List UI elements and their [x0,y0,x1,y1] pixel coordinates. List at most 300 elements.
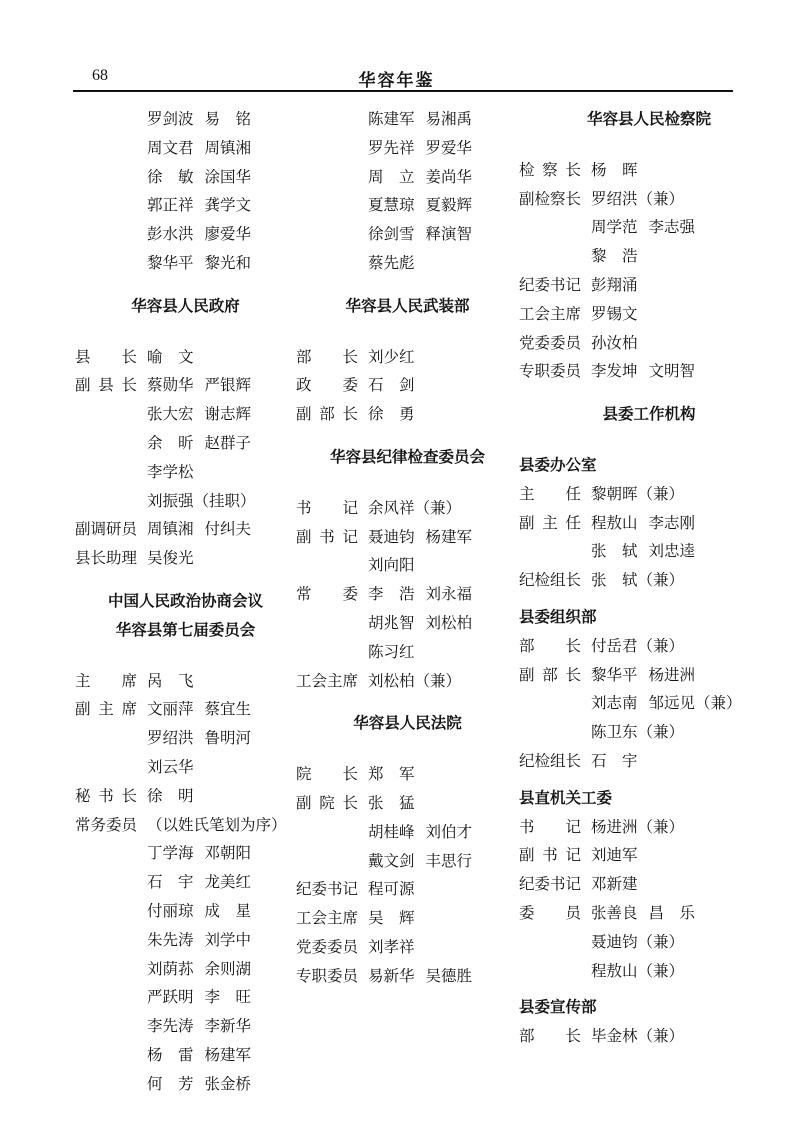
role-label [519,214,581,243]
sub-heading: 县委宣传部 [519,999,597,1017]
names-group [368,250,519,279]
names-group [591,567,779,596]
person-name: 易湘禹 [425,111,473,128]
person-name: 朱先涛 [147,931,194,949]
section-heading-line: 华容县人民政府 [131,297,240,315]
person-name: 刘荫荪 [147,960,194,978]
role-label: 常务委员 [75,816,138,834]
person-name: 邓新建 [591,876,638,894]
names-group [591,1023,779,1052]
person-name: 张 猛 [368,794,415,812]
names-group [591,929,779,958]
names-group [591,510,779,539]
role-label: 检察长 [519,161,581,179]
person-name: 石 剑 [368,377,415,395]
person-name: 陈习红 [368,643,415,661]
entry-row [519,538,779,567]
role-label: 副检察长 [519,190,582,208]
entry-row [519,719,779,748]
role-label [519,719,581,748]
role-label [75,898,137,927]
entry-row [75,754,296,783]
role-label [296,639,358,668]
role-label [75,192,137,221]
person-name: 杨建军 [425,528,473,546]
entry-row [75,221,296,250]
names-group [147,1042,296,1071]
person-name: 张金桥 [204,1075,252,1093]
person-name: 易 铭 [204,111,252,128]
role-label [75,135,137,164]
entry-row [519,214,779,243]
person-name: （以姓氏笔划为序） [147,816,287,834]
names-group [591,243,779,272]
entry-row [296,106,519,135]
document-title: 华容年鉴 [358,71,435,90]
person-name: 黎光和 [204,254,252,272]
section-heading [75,293,296,322]
names-group [147,430,296,459]
names-group [368,401,519,430]
entry-row [296,581,519,610]
entry-row [296,401,519,430]
entry-row [296,344,519,373]
person-name: 聂迪钧（兼） [591,933,685,951]
entry-row [519,272,779,301]
person-name: 喻 文 [147,348,194,366]
entry-row [75,927,296,956]
section-heading-line: 华容县第七届委员会 [115,621,256,639]
names-group [147,1071,296,1100]
role-label [75,956,137,985]
names-group [147,164,296,193]
entry-row [75,1071,296,1100]
role-label [519,690,581,719]
names-group [591,214,779,243]
role-label [75,840,137,869]
person-name: 付岳君（兼） [591,637,685,655]
person-name: 彭水洪 [147,226,194,244]
role-label: 副主任 [519,514,581,532]
names-group [591,633,779,662]
role-label [519,243,581,272]
entry-row [296,164,519,193]
section-heading [519,401,779,430]
person-name: 刘振强（挂职） [147,492,256,510]
entry-row [519,481,779,510]
person-name: 李发坤 [591,363,638,381]
person-name: 张 轼 [591,543,638,561]
person-name: 蔡勋华 [147,377,194,395]
entry-row [296,610,519,639]
person-name: 邓朝阳 [204,845,252,863]
entry-row [296,250,519,279]
person-name: 程敖山（兼） [591,962,685,980]
person-name: 谢志辉 [204,406,252,424]
entry-row [75,106,296,135]
role-label: 副院长 [296,794,358,812]
entry-row [519,814,779,843]
person-name: 李 旺 [204,989,252,1007]
names-group [368,761,519,790]
person-name: 丁学海 [147,845,194,863]
person-name: 周 立 [368,168,415,186]
person-name: 文明智 [648,363,696,381]
role-label [75,984,137,1013]
entry-row [75,401,296,430]
person-name: 黎华平 [147,254,194,272]
entry-row [519,958,779,987]
entry-row [75,783,296,812]
person-name: 张善良 [591,904,638,922]
entry-row [519,633,779,662]
entry-row [519,567,779,596]
names-group [368,963,519,992]
person-name: 徐 明 [147,787,194,805]
entry-row [296,790,519,819]
role-label: 副书记 [519,847,581,865]
person-name: 余 昕 [147,434,194,452]
entry-row [75,164,296,193]
role-label [296,192,358,221]
entry-row [519,301,779,330]
person-name: 成 星 [204,902,252,920]
entry-row [296,221,519,250]
person-name: 程敖山 [591,514,638,532]
person-name: 刘永福 [425,586,473,604]
entry-row [296,848,519,877]
names-group [591,301,779,330]
names-group [368,581,519,610]
names-group [368,221,519,250]
person-name: 李志刚 [648,514,696,532]
names-group [147,869,296,898]
names-group [591,662,779,691]
section-heading [296,444,519,473]
entry-row [296,934,519,963]
role-label [75,221,137,250]
entry-row [519,186,779,215]
person-name: 昌 乐 [648,904,696,922]
role-label: 专职委员 [296,967,359,985]
names-group [368,905,519,934]
names-group [591,272,779,301]
role-label: 纪委书记 [519,876,582,894]
entry-row [519,157,779,186]
role-label: 纪委书记 [296,881,359,899]
page-number: 68 [92,67,108,84]
names-group [591,748,779,777]
person-name: 刘学中 [204,931,252,949]
section-heading-line: 华容县人民法院 [353,715,462,733]
person-name: 易新华 [368,967,415,985]
entry-row [75,840,296,869]
person-name: 付丽琼 [147,902,194,920]
role-label [75,1013,137,1042]
person-name: 张 轼（兼） [591,572,685,590]
role-label: 书记 [519,818,581,836]
role-label [296,848,358,877]
person-name: 李学松 [147,463,194,481]
names-group [147,135,296,164]
role-label: 工会主席 [519,305,582,323]
role-label [519,538,581,567]
entry-row [519,929,779,958]
names-group [147,372,296,401]
person-name: 涂国华 [204,168,252,186]
role-label [296,250,358,279]
entry-row [296,963,519,992]
entry-row [519,690,779,719]
names-group [368,876,519,905]
person-name: 刘志南 [591,695,638,713]
person-name: 李 浩 [368,586,415,604]
person-name: 石 宇 [591,752,638,770]
names-group [368,934,519,963]
section-heading [296,710,519,739]
names-group [368,164,519,193]
names-group [368,639,519,668]
entry-row [519,510,779,539]
person-name: 罗绍洪 [147,730,194,748]
person-name: 李先涛 [147,1018,194,1036]
person-name: 戴文剑 [368,852,415,870]
person-name: 彭翔涌 [591,276,638,294]
role-label [75,927,137,956]
section-heading-line: 华容县纪律检查委员会 [329,448,485,466]
names-group [591,842,779,871]
role-label: 工会主席 [296,910,359,928]
entry-row [519,358,779,387]
column-right [519,100,779,1052]
person-name: 吴德胜 [425,967,473,985]
person-name: 程可源 [368,881,415,899]
names-group [147,840,296,869]
role-label: 副书记 [296,528,358,546]
person-name: 周学范 [591,219,638,237]
role-label: 秘书长 [75,787,137,805]
sub-heading: 县委组织部 [519,608,597,626]
names-group [368,552,519,581]
role-label: 副调研员 [75,521,138,539]
person-name: 严跃明 [147,989,194,1007]
person-name: 刘云华 [147,758,194,776]
entry-row [296,495,519,524]
person-name: 夏毅辉 [425,197,473,215]
entry-row [519,842,779,871]
person-name: 罗剑波 [147,111,194,128]
names-group [147,696,296,725]
role-label: 副县长 [75,377,137,395]
entry-row [296,761,519,790]
names-group [368,524,519,553]
person-name: 罗爱华 [425,139,473,157]
names-group [147,488,296,517]
person-name: 郑 军 [368,766,415,784]
section-heading-line: 华容县人民检察院 [586,111,711,128]
person-name: 释演智 [425,226,473,244]
role-label [75,725,137,754]
names-group [591,481,779,510]
role-label: 部长 [519,637,581,655]
sub-heading: 县委办公室 [519,456,597,474]
role-label: 纪检组长 [519,572,582,590]
entry-row [519,662,779,691]
names-group [368,192,519,221]
entry-row [296,639,519,668]
entry-row [296,819,519,848]
names-group [147,725,296,754]
person-name: 蔡宜生 [204,701,252,719]
entry-row [519,330,779,359]
entry-row [296,876,519,905]
role-label: 主席 [75,672,137,690]
role-label [519,929,581,958]
names-group [147,106,296,135]
role-label [75,754,137,783]
entry-row [296,524,519,553]
entry-row [75,1013,296,1042]
role-label [296,106,358,135]
role-label: 纪委书记 [519,276,582,294]
entry-row [75,545,296,574]
person-name: 姜尚华 [425,168,473,186]
role-label [75,459,137,488]
person-name: 鲁明河 [204,730,252,748]
role-label: 副主席 [75,701,137,719]
names-group [591,900,779,929]
role-label: 党委委员 [519,334,582,352]
role-label: 部长 [519,1028,581,1046]
role-label: 党委委员 [296,938,359,956]
header-rule [73,90,733,92]
role-label [296,819,358,848]
entry-row [296,372,519,401]
person-name: 文丽萍 [147,701,194,719]
person-name: 龚学文 [204,197,252,215]
person-name: 严银辉 [204,377,252,395]
role-label [296,552,358,581]
person-name: 黎 浩 [591,248,638,266]
names-group [147,250,296,279]
entry-row [75,1042,296,1071]
entry-row [296,552,519,581]
role-label [75,164,137,193]
person-name: 李志强 [648,219,696,237]
person-name: 夏慧琼 [368,197,415,215]
entry-row [75,696,296,725]
role-label: 县长 [75,348,137,366]
section-heading-line: 县委工作机构 [602,406,696,424]
person-name: 罗锡文 [591,305,638,323]
role-label: 部长 [296,348,358,366]
names-group [591,538,779,567]
role-label: 县长助理 [75,550,138,568]
person-name: 吴俊光 [147,550,194,568]
names-group [147,459,296,488]
person-name: 呙 飞 [147,672,194,690]
names-group [368,790,519,819]
names-group [591,358,779,387]
person-name: 刘松柏 [425,614,473,632]
person-name: 杨 雷 [147,1046,194,1064]
person-name: 蔡先彪 [368,254,415,272]
section-heading [296,293,519,322]
section-heading [75,588,296,646]
names-group [147,344,296,373]
names-group [591,186,779,215]
role-label: 副部长 [519,666,581,684]
person-name: 胡兆智 [368,614,415,632]
names-group [591,958,779,987]
role-label: 常委 [296,586,358,604]
names-group [147,221,296,250]
person-name: 周镇湘 [204,139,252,157]
person-name: 刘松柏（兼） [368,672,462,690]
entry-row [296,135,519,164]
role-label [296,164,358,193]
entry-row [519,871,779,900]
role-label: 工会主席 [296,672,359,690]
person-name: 黎华平 [591,666,638,684]
names-group [147,1013,296,1042]
names-group [147,984,296,1013]
entry-row [75,869,296,898]
entry-row [75,812,296,841]
entry-row [75,459,296,488]
names-group [368,610,519,639]
person-name: 丰思行 [425,852,473,870]
names-group [147,754,296,783]
person-name: 陈卫东（兼） [591,724,685,742]
person-name: 黎朝晖（兼） [591,485,685,503]
person-name: 杨 晖 [591,161,638,179]
entry-row [296,192,519,221]
person-name: 李新华 [204,1018,252,1036]
person-name: 周文君 [147,139,194,157]
entry-row [75,984,296,1013]
section-heading [519,106,779,135]
person-name: 胡桂峰 [368,823,415,841]
names-group [368,372,519,401]
role-label: 书记 [296,499,358,517]
role-label [75,106,137,135]
column-left [75,100,296,1100]
section-heading-line: 华容县人民武装部 [345,297,470,315]
entry-row [75,372,296,401]
role-label [75,1042,137,1071]
person-name: 周镇湘 [147,521,194,539]
role-label [519,958,581,987]
role-label [75,250,137,279]
person-name: 郭正祥 [147,197,194,215]
names-group [368,819,519,848]
entry-row [519,900,779,929]
names-group [591,690,779,719]
person-name: 刘孝祥 [368,938,415,956]
person-name: 邹远见（兼） [648,695,742,713]
person-name: 杨进洲 [648,666,696,684]
person-name: 余则湖 [204,960,252,978]
person-name: 毕金林（兼） [591,1028,685,1046]
person-name: 徐剑雪 [368,226,415,244]
person-name: 龙美红 [204,874,252,892]
person-name: 徐 勇 [368,406,415,424]
role-label: 主任 [519,485,581,503]
entry-row [296,905,519,934]
names-group [591,157,779,186]
person-name: 陈建军 [368,111,415,128]
